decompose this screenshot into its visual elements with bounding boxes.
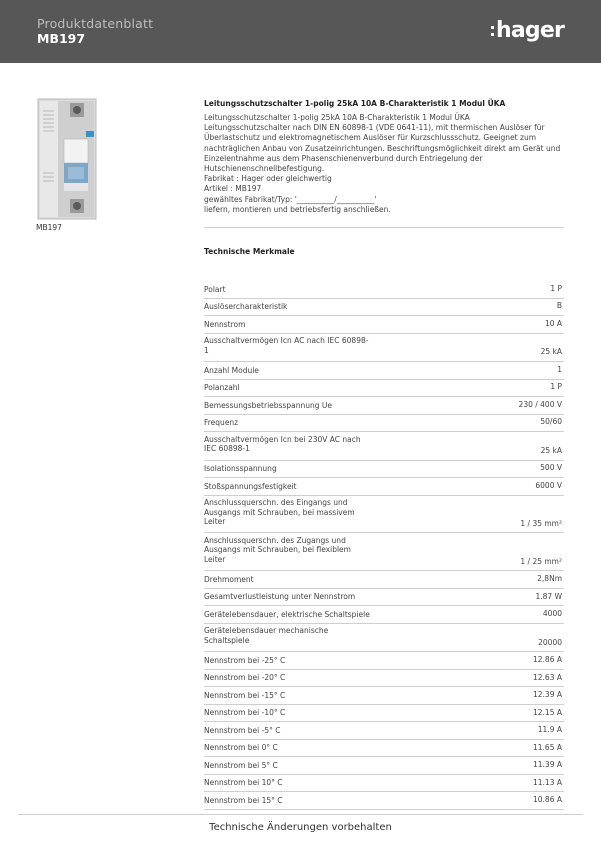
spec-label-line: IEC 60898-1: [204, 444, 250, 454]
spec-label-line: Gerätelebensdauer, elektrische Schaltspiele: [204, 609, 370, 619]
spec-label: [204, 743, 278, 753]
spec-value: 50/60: [540, 417, 562, 427]
footer-note: Technische Änderungen vorbehalten: [209, 822, 392, 833]
spec-label-line: 1: [204, 345, 209, 355]
spec-row: [204, 571, 564, 589]
spec-value: 1 P: [550, 382, 562, 392]
spec-label: [204, 778, 283, 788]
spec-value: 12.86 A: [533, 655, 562, 664]
description-line: gewähltes Fabrikat/Typ: '__________/__________': [204, 194, 377, 204]
spec-value: 1 / 25 mm²: [520, 556, 562, 566]
description-line: nachträglichen Anbau von Zusatzeinrichtungen. Beschriftungsmöglichkeit direkt am Gerät und: [204, 143, 561, 153]
spec-row: [204, 281, 564, 299]
section-title: Technische Merkmale: [204, 247, 295, 256]
spec-label-line: Nennstrom bei -5° C: [204, 725, 281, 735]
spec-label-line: Leiter: [204, 517, 226, 527]
spec-row: [204, 362, 564, 380]
spec-label: [204, 464, 277, 474]
spec-label-line: Nennstrom bei 0° C: [204, 743, 278, 753]
spec-value: 12.39 A: [533, 690, 562, 699]
spec-row: [204, 478, 564, 496]
spec-value: 12.63 A: [533, 672, 562, 682]
spec-row: [204, 533, 564, 571]
spec-row: [204, 722, 564, 740]
spec-value: 230 / 400 V: [518, 399, 562, 409]
spec-label-line: Gesamtverlustleistung unter Nennstrom: [204, 592, 356, 602]
spec-label-line: Auslösercharakteristik: [204, 302, 288, 311]
spec-label: [204, 383, 240, 393]
spec-value: 1.87 W: [535, 591, 562, 601]
spec-row: [204, 316, 564, 334]
spec-row: [204, 606, 564, 624]
spec-label: [204, 575, 254, 585]
spec-label-line: Nennstrom bei -15° C: [204, 690, 286, 700]
spec-value: 25 kA: [540, 347, 562, 357]
spec-label-line: Drehmoment: [204, 574, 254, 584]
spec-value: 1 / 35 mm²: [520, 518, 562, 528]
spec-value: 1 P: [550, 283, 562, 293]
description-line: Fabrikat : Hager oder gleichwertig: [204, 174, 332, 184]
spec-label: [204, 610, 370, 620]
footer-divider: [18, 814, 583, 815]
spec-label-line: Nennstrom bei 5° C: [204, 760, 278, 770]
spec-label-line: Nennstrom bei 15° C: [204, 795, 283, 805]
spec-label-line: Anzahl Module: [204, 365, 259, 375]
description-line: Leitungsschutzschalter nach DIN EN 60898-1 (VDE 0641-11), mit thermischen Auslöser für: [204, 123, 545, 133]
circuit-breaker-image: [34, 97, 102, 223]
spec-row: [204, 380, 564, 398]
spec-label-line: Polart: [204, 284, 226, 294]
spec-label-line: Stoßspannungsfestigkeit: [204, 481, 297, 491]
spec-label: [204, 302, 287, 312]
spec-row: [204, 334, 564, 363]
image-caption: MB197: [36, 223, 62, 232]
spec-label: [204, 401, 332, 411]
spec-value: 6000 V: [535, 480, 562, 490]
spec-label: [204, 592, 355, 602]
spec-value: 10 A: [544, 318, 562, 328]
spec-row: [204, 589, 564, 607]
spec-label-line: Leiter: [204, 554, 226, 564]
spec-row: [204, 299, 564, 317]
product-title: Leitungsschutzschalter 1-polig 25kA 10A B-Charakteristik 1 Modul ÜKA: [204, 99, 506, 108]
spec-label: [204, 366, 259, 376]
spec-label: [204, 536, 351, 565]
spec-label: [204, 336, 368, 355]
spec-row: [204, 397, 564, 415]
description-line: Hutschienenschnellbefestigung.: [204, 164, 325, 174]
spec-row: [204, 415, 564, 433]
page-header: [0, 0, 601, 63]
spec-label-line: Ausschaltvermögen Icn AC nach IEC 60898-: [204, 336, 369, 345]
spec-label: [204, 726, 280, 736]
description-line: Leitungsschutzschalter 1-polig 25kA 10A B-Charakteristik 1 Modul ÜKA: [204, 113, 470, 122]
spec-label-line: Bemessungsbetriebsspannung Ue: [204, 400, 332, 410]
spec-label: [204, 435, 361, 454]
divider: [204, 227, 564, 228]
spec-value: 11.9 A: [537, 725, 562, 734]
spec-row: [204, 792, 564, 810]
spec-label: [204, 761, 278, 771]
spec-value: 1: [557, 364, 562, 374]
spec-value: 2,8Nm: [537, 574, 562, 583]
product-description: [204, 113, 566, 215]
document-code: MB197: [37, 31, 86, 46]
spec-row: [204, 624, 564, 653]
spec-label-line: Nennstrom bei 10° C: [204, 778, 283, 788]
spec-value: 11.65 A: [533, 742, 562, 752]
spec-row: [204, 432, 564, 461]
spec-row: [204, 687, 564, 705]
spec-label: [204, 418, 238, 428]
description-line: liefern, montieren und betriebsfertig anschließen.: [204, 204, 391, 214]
spec-label: [204, 320, 245, 330]
description-line: Überlastschutz und elektromagnetischem Auslöser für Kurzschlussschutz. Geeignet zum: [204, 133, 536, 143]
spec-value: 11.13 A: [533, 777, 562, 787]
logo-mark-icon: [491, 26, 494, 36]
spec-value: 10.86 A: [533, 795, 562, 804]
spec-label-line: Gerätelebensdauer mechanische: [204, 626, 329, 636]
spec-label: [204, 691, 285, 701]
spec-value: B: [556, 301, 562, 311]
spec-value: 20000: [538, 637, 562, 647]
spec-row: [204, 670, 564, 688]
spec-label: [204, 285, 226, 295]
spec-label: [204, 656, 285, 666]
spec-row: [204, 740, 564, 758]
spec-label-line: Ausschaltvermögen Icn bei 230V AC nach: [204, 434, 361, 444]
spec-value: 500 V: [540, 463, 562, 473]
spec-value: 11.39 A: [533, 760, 562, 769]
spec-label-line: Nennstrom bei -10° C: [204, 708, 286, 718]
spec-label: [204, 626, 328, 645]
spec-label-line: Anschlussquerschn. des Zugangs und: [204, 535, 346, 545]
spec-row: [204, 652, 564, 670]
spec-label-line: Nennstrom: [204, 319, 246, 329]
spec-label: [204, 708, 285, 718]
spec-row: [204, 775, 564, 793]
spec-label: [204, 498, 355, 527]
spec-label-line: Anschlussquerschn. des Eingangs und: [204, 498, 348, 507]
spec-label-line: Nennstrom bei -25° C: [204, 655, 286, 665]
spec-row: [204, 496, 564, 534]
spec-value: 25 kA: [540, 445, 562, 455]
description-line: Artikel : MB197: [204, 184, 262, 194]
hager-logo: [491, 17, 564, 45]
spec-label-line: Schaltspiele: [204, 635, 250, 645]
spec-label-line: Isolationsspannung: [204, 464, 277, 473]
brand-name: hager: [496, 18, 565, 43]
spec-label: [204, 673, 285, 683]
document-type: Produktdatenblatt: [37, 16, 154, 31]
spec-label-line: Polanzahl: [204, 383, 240, 392]
spec-label-line: Frequenz: [204, 418, 239, 427]
spec-label-line: Ausgangs mit Schrauben, bei massivem: [204, 507, 355, 517]
description-line: Einzelentnahme aus dem Phasenschienenverbund durch Entriegelung der: [204, 153, 483, 163]
spec-value: 4000: [542, 609, 562, 618]
spec-value: 12.15 A: [533, 707, 562, 717]
spec-label: [204, 482, 297, 492]
spec-table: [204, 281, 564, 810]
spec-label-line: Ausgangs mit Schrauben, bei flexiblem: [204, 545, 351, 555]
spec-label: [204, 796, 283, 806]
spec-label-line: Nennstrom bei -20° C: [204, 673, 286, 683]
spec-row: [204, 461, 564, 479]
spec-row: [204, 705, 564, 723]
spec-row: [204, 757, 564, 775]
